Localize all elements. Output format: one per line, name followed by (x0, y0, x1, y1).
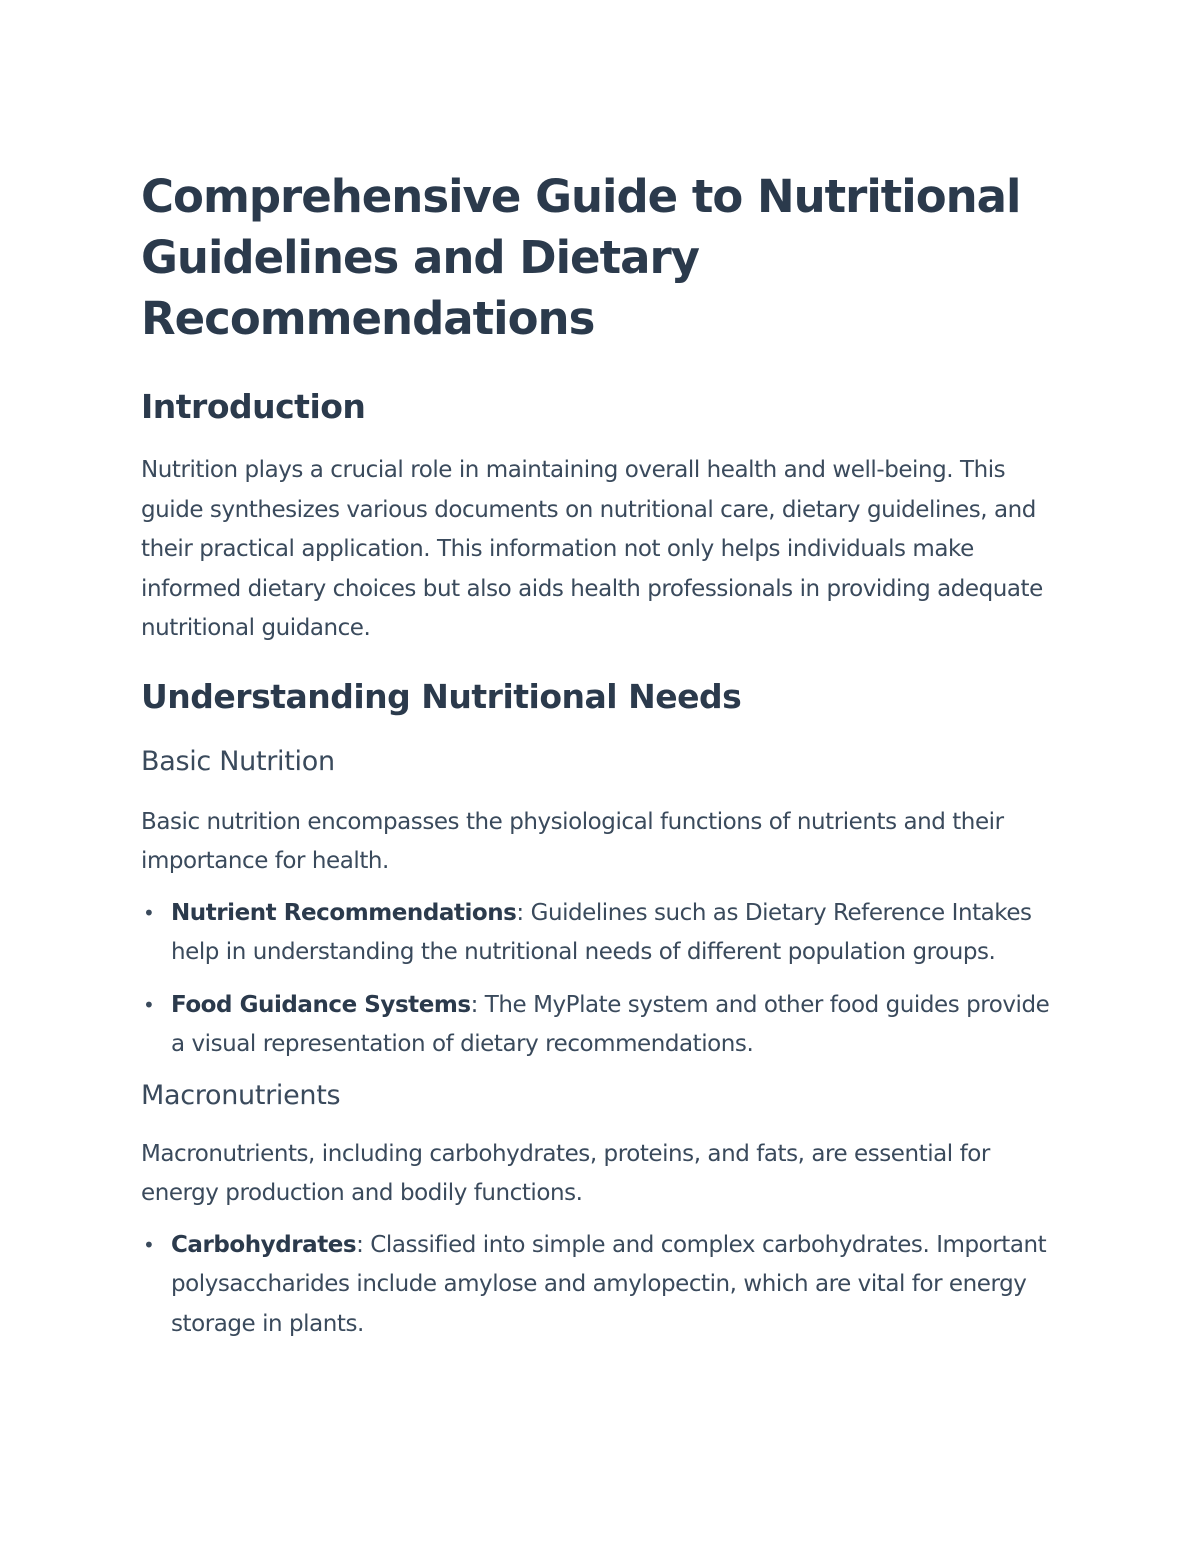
bullet-icon: • (143, 992, 155, 1017)
bullet-icon: • (143, 900, 155, 925)
subsection-heading-macronutrients: Macronutrients (141, 1079, 341, 1111)
subsection-heading-basic-nutrition: Basic Nutrition (141, 745, 335, 777)
list-item (141, 894, 1061, 973)
document-page (141, 166, 1061, 1344)
list-item-text: : The MyPlate system and other food guides provide a visual representation of dietary recommendations. (171, 991, 1050, 1057)
list-item-term: Carbohydrates (171, 1231, 357, 1258)
section-heading-nutritional-needs: Understanding Nutritional Needs (141, 676, 742, 716)
macronutrients-list (141, 1226, 1061, 1345)
list-item-term: Food Guidance Systems (171, 991, 471, 1018)
list-item-text: : Classified into simple and complex carbohydrates. Important polysaccharides include amylose and amylopectin, which are vital for energy storage in plants. (171, 1231, 1047, 1337)
basic-nutrition-list (141, 894, 1061, 1065)
list-item (141, 986, 1061, 1065)
list-item-term: Nutrient Recommendations (171, 899, 517, 926)
macronutrients-paragraph: Macronutrients, including carbohydrates, proteins, and fats, are essential for energy production and bodily functions. (141, 1140, 990, 1206)
introduction-paragraph: Nutrition plays a crucial role in maintaining overall health and well-being. This guide synthesizes various documents on nutritional care, dietary guidelines, and their practical application. This information not only helps individuals make informed dietary choices but also aids health professionals in providing adequate nutritional guidance. (141, 457, 1043, 641)
section-heading-introduction: Introduction (141, 387, 366, 426)
list-item-text: : Guidelines such as Dietary Reference Intakes help in understanding the nutritional needs of different population groups. (171, 899, 1032, 965)
document-title: Comprehensive Guide to Nutritional Guidelines and Dietary Recommendations (141, 170, 1021, 345)
basic-nutrition-paragraph: Basic nutrition encompasses the physiological functions of nutrients and their importance for health. (141, 808, 1004, 874)
list-item (141, 1226, 1061, 1345)
bullet-icon: • (143, 1232, 155, 1257)
